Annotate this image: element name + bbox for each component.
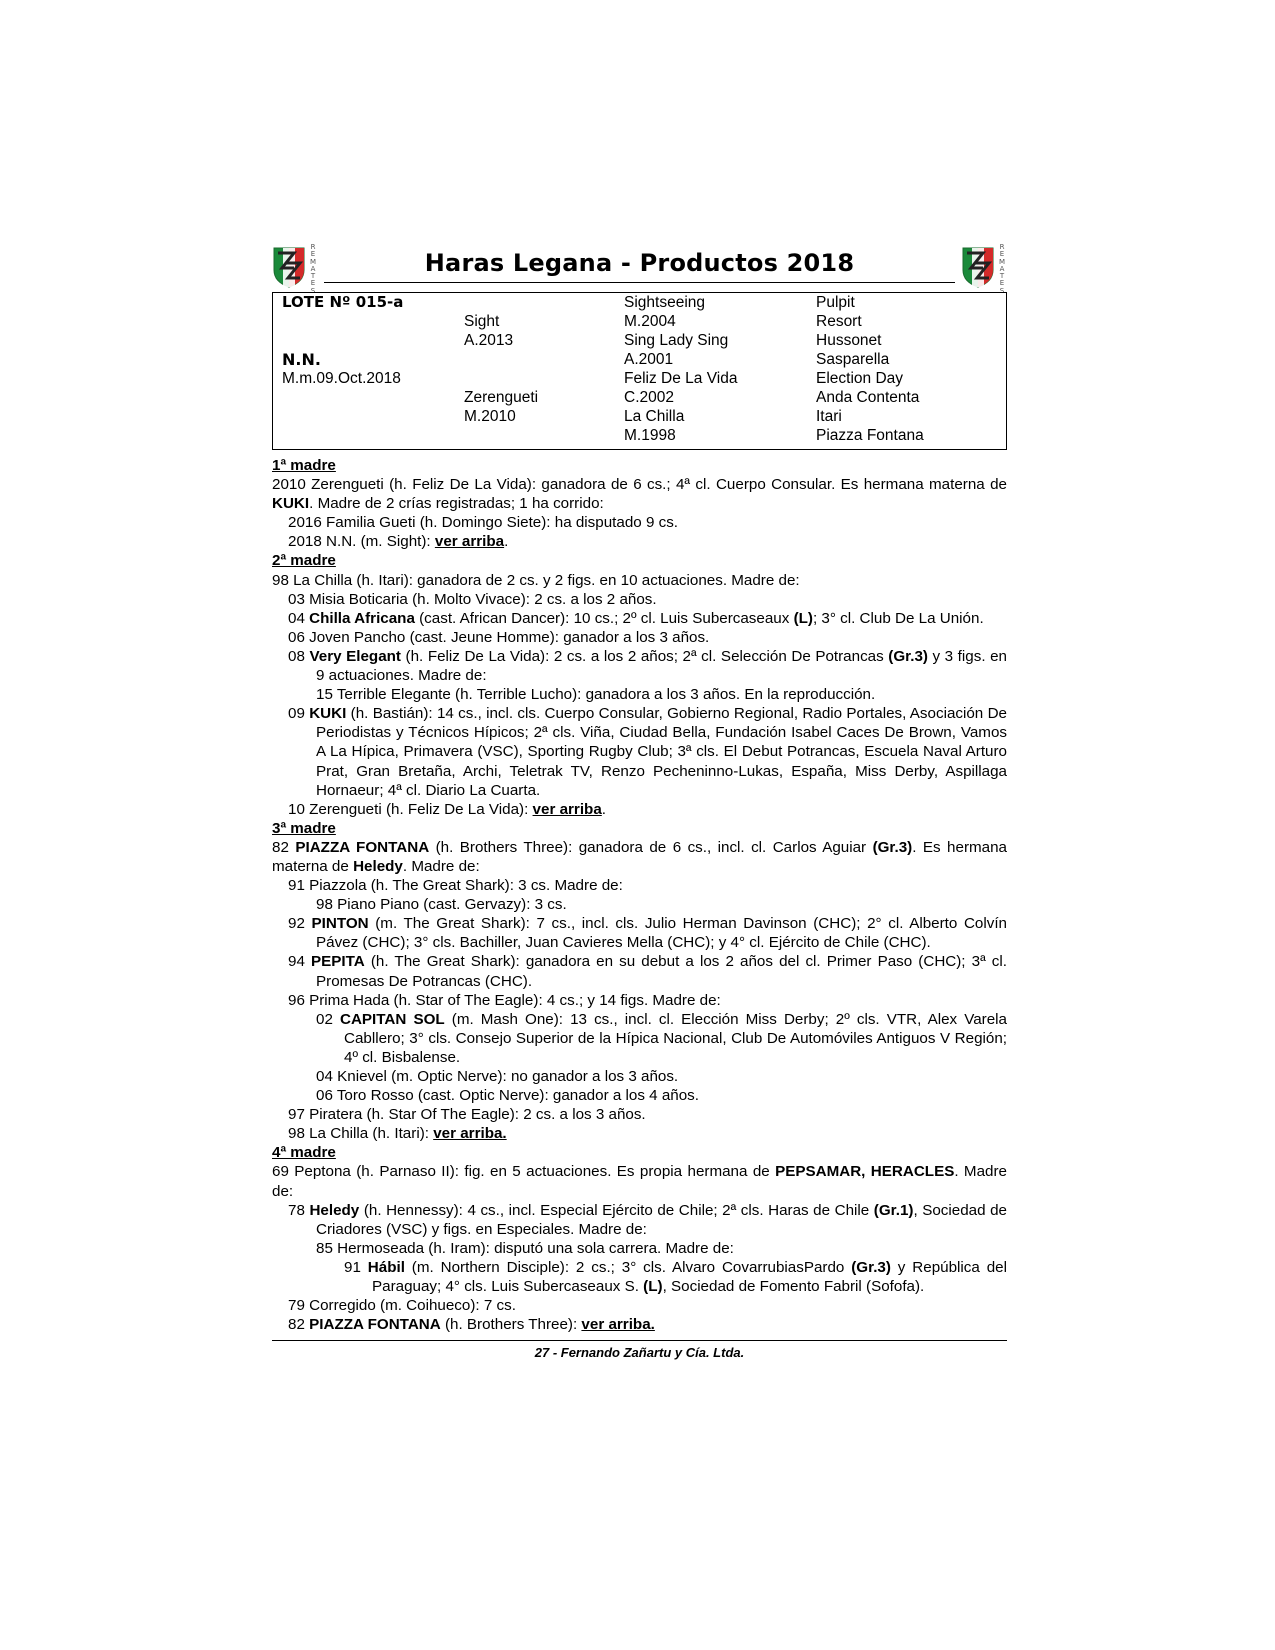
grandparent-1-year: M.2004 [624, 313, 676, 330]
list-item: 03 Misia Boticaria (h. Molto Vivace): 2 cs. a los 2 años. [288, 590, 657, 608]
catalog-page [272, 240, 1007, 1360]
dam-paragraph: 98 La Chilla (h. Itari): ganadora de 2 cs. y 2 figs. en 10 actuaciones. Madre de: [272, 571, 800, 589]
great-grandparent: Itari [816, 408, 842, 425]
great-grandparent: Piazza Fontana [816, 427, 924, 444]
zz-shield-icon [961, 244, 995, 288]
sire-name: Sight [464, 313, 500, 330]
footer-rule [272, 1340, 1007, 1341]
list-item: 15 Terrible Elegante (h. Terrible Lucho): ganadora a los 3 años. En la reproducción. [316, 686, 876, 704]
dam-name: Zerengueti [464, 389, 539, 406]
grandparent-1: Sightseeing [624, 294, 706, 311]
list-item: 98 Piano Piano (cast. Gervazy): 3 cs. [316, 896, 567, 914]
great-grandparent: Hussonet [816, 332, 882, 349]
list-item: 10 Zerengueti (h. Feliz De La Vida): ver arriba. [288, 800, 607, 818]
list-item: 02 CAPITAN SOL (m. Mash One): 13 cs., incl. cl. Elección Miss Derby; 2º cls. VTR, Alex Varela Cabllero; 3° cls. Consejo Superior de la Hípica Nacional, Club De Automóviles Antiguos V Región; 4º cl. Bisbalense. [316, 1010, 1007, 1066]
pedigree-table [272, 292, 1007, 450]
list-item: 04 Knievel (m. Optic Nerve): no ganador a los 3 años. [316, 1068, 679, 1085]
great-grandparent: Anda Contenta [816, 389, 920, 406]
great-grandparent: Resort [816, 313, 862, 330]
list-item: 09 KUKI (h. Bastián): 14 cs., incl. cls. Cuerpo Consular, Gobierno Regional, Radio Portales, Asociación De Periodistas y Técnicos Hípicos; 2ª cls. Viña, Ciudad Bella, Fundación Isabel Caces De Brown, Vamos A La Hípica, Primavera (VSC), Sporting Rugby Club; 3ª cls. El Debut Potrancas, Escuela Naval Arturo Prat, Gran Bretaña, Archi, Teletrak TV, Renzo Pecheninno-Lukas, España, Miss Derby, Aspillaga Hornaeur; 4ª cl. Diario La Cuarta. [288, 705, 1007, 799]
section-heading-2a-madre: 2ª madre [272, 552, 336, 570]
great-grandparent: Election Day [816, 370, 904, 387]
grandparent-4-year: M.1998 [624, 427, 676, 444]
list-item: 97 Piratera (h. Star Of The Eagle): 2 cs. a los 3 años. [288, 1106, 646, 1124]
remates-vertical-text: R E M A T E S [309, 243, 317, 295]
list-item: 91 Hábil (m. Northern Disciple): 2 cs.; 3° cls. Alvaro CovarrubiasPardo (Gr.3) y República del Paraguay; 4° cls. Luis Subercaseaux S. (L), Sociedad de Fomento Fabril (Sofofa). [344, 1258, 1007, 1296]
sire-year: A.2013 [464, 332, 514, 349]
page-title: Haras Legana - Productos 2018 [424, 249, 855, 277]
title-underline [324, 282, 955, 283]
horse-name: N.N. [282, 350, 321, 369]
grandparent-2: Sing Lady Sing [624, 332, 729, 349]
list-item: 91 Piazzola (h. The Great Shark): 3 cs. Madre de: [288, 877, 623, 895]
section-heading-4a-madre: 4ª madre [272, 1144, 336, 1162]
page-footer: 27 - Fernando Zañartu y Cía. Ltda. [534, 1345, 745, 1361]
list-item: 78 Heledy (h. Hennessy): 4 cs., incl. Especial Ejército de Chile; 2ª cls. Haras de Chile (Gr.1), Sociedad de Criadores (VSC) y figs. en Especiales. Madre de: [288, 1201, 1007, 1238]
section-heading-1a-madre: 1ª madre [272, 457, 336, 474]
grandparent-4: La Chilla [624, 408, 685, 425]
grandparent-3: Feliz De La Vida [624, 370, 738, 387]
dam-paragraph: 82 PIAZZA FONTANA (h. Brothers Three): ganadora de 6 cs., incl. cl. Carlos Aguiar (Gr.3). Es hermana materna de Heledy. Madre de: [272, 838, 1007, 875]
list-item: 2016 Familia Gueti (h. Domingo Siete): ha disputado 9 cs. [288, 514, 679, 532]
grandparent-3-year: C.2002 [624, 389, 674, 406]
family-notes [272, 456, 1007, 1334]
dam-paragraph: 2010 Zerengueti (h. Feliz De La Vida): ganadora de 6 cs.; 4ª cl. Cuerpo Consular. Es hermana materna de KUKI. Madre de 2 crías registradas; 1 ha corrido: [272, 476, 1007, 513]
sex-birthdate: M.m.09.Oct.2018 [282, 370, 401, 387]
great-grandparent: Sasparella [816, 351, 890, 368]
dam-paragraph: 69 Peptona (h. Parnaso II): fig. en 5 actuaciones. Es propia hermana de PEPSAMAR, HERACLES. Madre de: [272, 1163, 1007, 1200]
remates-logo-right [961, 243, 1007, 295]
list-item: 85 Hermoseada (h. Iram): disputó una sola carrera. Madre de: [316, 1239, 734, 1257]
list-item: 06 Joven Pancho (cast. Jeune Homme): ganador a los 3 años. [288, 628, 710, 646]
list-item: 79 Corregido (m. Coihueco): 7 cs. [288, 1297, 516, 1315]
dam-year: M.2010 [464, 408, 516, 425]
list-item: 06 Toro Rosso (cast. Optic Nerve): ganador a los 4 años. [316, 1087, 699, 1105]
list-item: 08 Very Elegant (h. Feliz De La Vida): 2 cs. a los 2 años; 2ª cl. Selección De Potrancas (Gr.3) y 3 figs. en 9 actuaciones. Madre de: [288, 647, 1007, 685]
list-item: 04 Chilla Africana (cast. African Dancer): 10 cs.; 2º cl. Luis Subercaseaux (L); 3° cl. Club De La Unión. [288, 609, 984, 627]
section-heading-3a-madre: 3ª madre [272, 819, 336, 837]
list-item: 98 La Chilla (h. Itari): ver arriba. [288, 1125, 507, 1143]
remates-vertical-text: R E M A T E S [998, 243, 1006, 295]
list-item: 2018 N.N. (m. Sight): ver arriba. [288, 533, 509, 551]
remates-logo [272, 243, 318, 295]
list-item: 94 PEPITA (h. The Great Shark): ganadora en su debut a los 2 años del cl. Primer Paso (CHC); 3ª cl. Promesas De Potrancas (CHC). [288, 953, 1007, 990]
grandparent-2-year: A.2001 [624, 351, 674, 368]
lote-number: LOTE Nº 015-a [282, 293, 404, 311]
page-header [272, 240, 1007, 295]
list-item: 96 Prima Hada (h. Star of The Eagle): 4 cs.; y 14 figs. Madre de: [288, 991, 721, 1009]
list-item: 82 PIAZZA FONTANA (h. Brothers Three): ver arriba. [288, 1316, 655, 1334]
zz-shield-icon [272, 244, 306, 288]
list-item: 92 PINTON (m. The Great Shark): 7 cs., incl. cls. Julio Herman Davinson (CHC); 2° cl. Alberto Colvín Pávez (CHC); 3° cls. Bachiller, Juan Cavieres Mella (CHC); y 4° cl. Ejército de Chile (CHC). [288, 915, 1007, 952]
great-grandparent: Pulpit [816, 294, 855, 311]
